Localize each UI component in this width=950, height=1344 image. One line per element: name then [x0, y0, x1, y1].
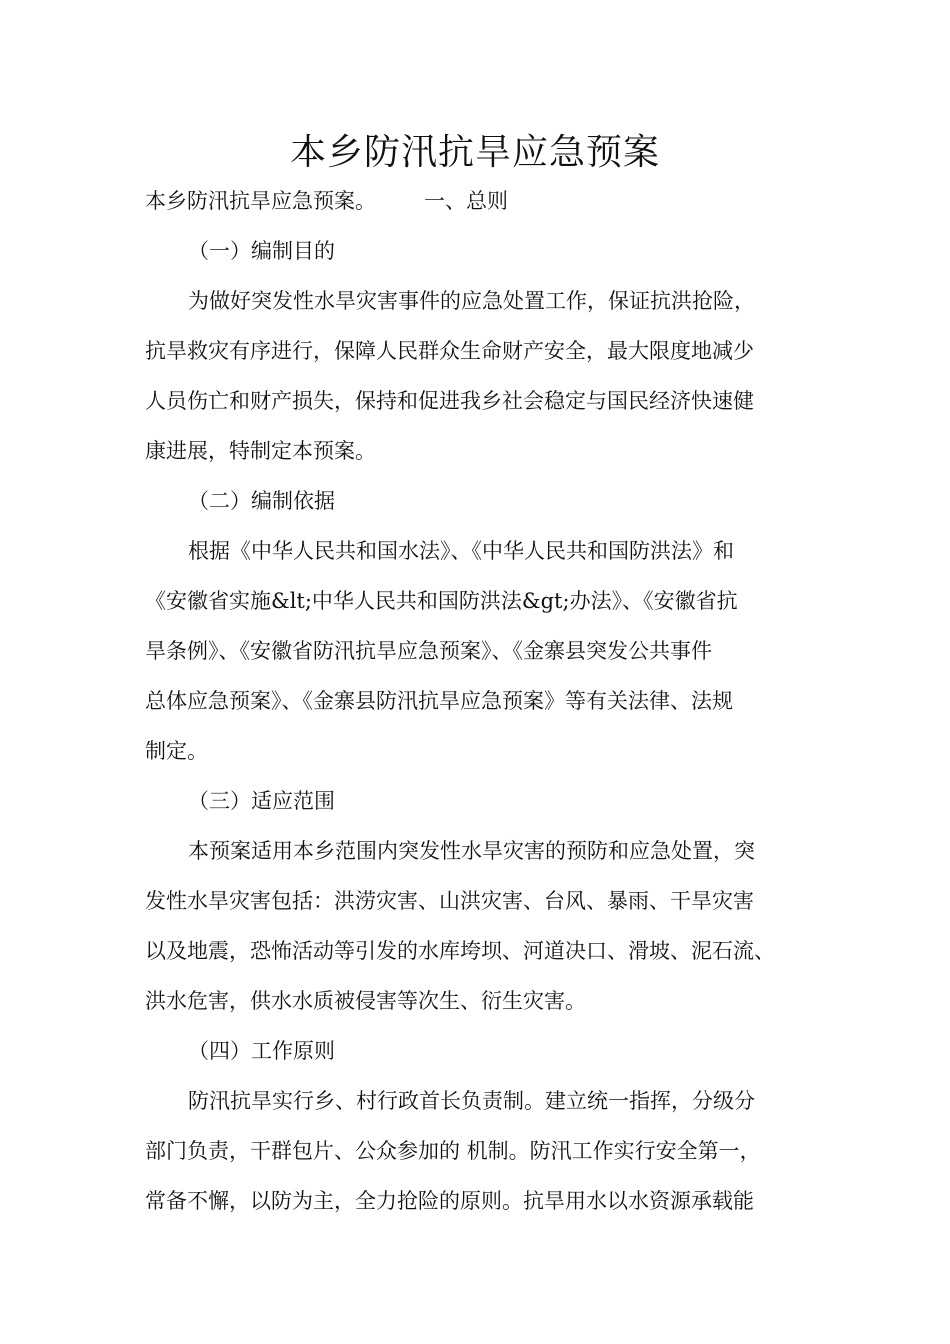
paragraph-line: 防汛抗旱实行乡、村行政首长负责制。建立统一指挥，分级分 — [188, 1089, 755, 1113]
intro-line — [145, 176, 810, 226]
paragraph-line: 本预案适用本乡范围内突发性水旱灾害的预防和应急处置，突 — [188, 839, 755, 863]
paragraph-line: 根据《中华人民共和国水法》、《中华人民共和国防洪法》和 — [188, 539, 734, 563]
paragraph-line: 发性水旱灾害包括：洪涝灾害、山洪灾害、台风、暴雨、干旱灾害 — [145, 889, 754, 913]
paragraph-line: 为做好突发性水旱灾害事件的应急处置工作，保证抗洪抢险， — [188, 289, 755, 313]
paragraph-line: 部门负责，干群包片、公众参加的 机制。防汛工作实行安全第一， — [145, 1139, 761, 1163]
paragraph-line: 以及地震，恐怖活动等引发的水库垮坝、河道决口、滑坡、泥石流、 — [145, 939, 775, 963]
paragraph-line: 制定。 — [145, 739, 208, 763]
paragraph-line: 旱条例》、《安徽省防汛抗旱应急预案》、《金寨县突发公共事件 — [145, 639, 712, 663]
subheading-basis: （二）编制依据 — [188, 489, 335, 513]
intro-text: 本乡防汛抗旱应急预案。 — [145, 189, 376, 213]
paragraph-line: 康进展，特制定本预案。 — [145, 439, 376, 463]
document-title: 本乡防汛抗旱应急预案 — [289, 132, 660, 173]
subheading-principles: （四）工作原则 — [188, 1039, 335, 1063]
paragraph-line: 总体应急预案》、《金寨县防汛抗旱应急预案》等有关法律、法规 — [145, 689, 733, 713]
paragraph-line: 抗旱救灾有序进行，保障人民群众生命财产安全，最大限度地减少 — [145, 339, 754, 363]
document-body — [145, 176, 810, 1226]
subheading-scope: （三）适应范围 — [188, 789, 335, 813]
paragraph-line: 《安徽省实施&lt;中华人民共和国防洪法&gt;办法》、《安徽省抗 — [145, 589, 738, 613]
paragraph-line: 人员伤亡和财产损失，保持和促进我乡社会稳定与国民经济快速健 — [145, 389, 754, 413]
paragraph-line: 常备不懈，以防为主，全力抢险的原则。抗旱用水以水资源承载能 — [145, 1189, 754, 1213]
subheading-purpose: （一）编制目的 — [188, 239, 335, 263]
section-heading-general: 一、总则 — [424, 189, 508, 213]
paragraph-line: 洪水危害，供水水质被侵害等次生、衍生灾害。 — [145, 989, 586, 1013]
